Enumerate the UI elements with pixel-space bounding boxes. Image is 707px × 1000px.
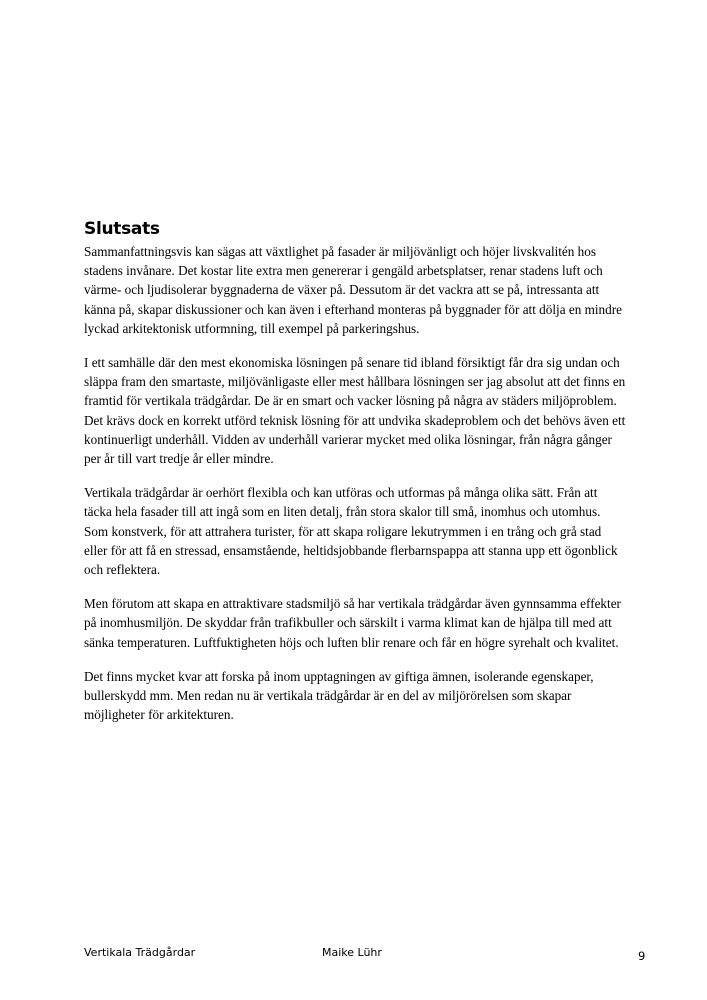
paragraph: [84, 667, 632, 725]
paragraph: [84, 242, 632, 338]
page-number: 9: [638, 949, 646, 963]
paragraph-line: Vertikala trädgårdar är oerhört flexibla och kan utföras och utformas på många olika sätt. Från att: [84, 485, 598, 501]
paragraph-line: Sammanfattningsvis kan sägas att växtlighet på fasader är miljövänligt och höjer livskvalitén hos: [84, 244, 596, 259]
document-body: [84, 218, 632, 739]
paragraph: [84, 483, 632, 579]
paragraph: [84, 353, 632, 468]
paragraph: [84, 594, 632, 652]
paragraph-line: lyckad arkitektonisk utformning, till exempel på parkeringshus.: [84, 320, 420, 336]
paragraph-line: bullerskydd mm. Men redan nu är vertikala trädgårdar är en del av miljörörelsen som skapar: [84, 688, 572, 704]
paragraph-container: [84, 242, 632, 724]
paragraph-line: eller för att få en stressad, ensamstående, heltidsjobbande flerbarnspappa att stanna upp ett ögonblick: [84, 542, 618, 558]
paragraph-line: per år till vart tredje år eller mindre.: [84, 451, 274, 467]
paragraph-line: Det krävs dock en korrekt utförd teknisk lösning för att undvika skadeproblem och det behövs även ett: [84, 412, 626, 428]
paragraph-line: Men förutom att skapa en attraktivare stadsmiljö så har vertikala trädgårdar även gynnsamma effekter: [84, 596, 621, 612]
paragraph-line: stadens invånare. Det kostar lite extra men genererar i gengäld arbetsplatser, renar stadens luft och: [84, 263, 603, 279]
paragraph-line: I ett samhälle där den mest ekonomiska lösningen på senare tid ibland försiktigt får dra sig undan och: [84, 355, 620, 371]
paragraph-line: framtid för vertikala trädgårdar. De är en smart och vacker lösning på några av städers miljöproblem.: [84, 393, 617, 409]
page-footer: [0, 946, 707, 966]
footer-author: Maike Lühr: [322, 946, 382, 959]
paragraph-line: känna på, skapar diskussioner och kan även i efterhand monteras på byggnader för att dölja en mindre: [84, 301, 622, 317]
paragraph-line: Som konstverk, för att attrahera turister, för att skapa roligare lekutrymmen i en trång och grå stad: [84, 523, 602, 539]
paragraph-line: möjligheter för arkitekturen.: [84, 707, 234, 723]
paragraph-line: släppa fram den smartaste, miljövänligaste eller mest hållbara lösningen ser jag absolut att det finns en: [84, 374, 626, 390]
paragraph-line: på inomhusmiljön. De skyddar från trafikbuller och särskilt i varma klimat kan de hjälpa till med att: [84, 615, 612, 631]
paragraph-line: sänka temperaturen. Luftfuktigheten höjs och luften blir renare och får en högre syrehalt och kvalitet.: [84, 634, 619, 650]
footer-title: Vertikala Trädgårdar: [84, 946, 196, 959]
section-heading: Slutsats: [84, 219, 160, 239]
paragraph-line: Det finns mycket kvar att forska på inom upptagningen av giftiga ämnen, isolerande egenskaper,: [84, 668, 594, 684]
paragraph-line: täcka hela fasader till att ingå som en liten detalj, från stora skalor till små, inomhus och utomhus.: [84, 504, 601, 520]
paragraph-line: och reflektera.: [84, 562, 161, 578]
paragraph-line: kontinuerligt underhåll. Vidden av underhåll varierar mycket med olika lösningar, från några gånger: [84, 431, 612, 447]
paragraph-line: värme- och ljudisolerar byggnaderna de växer på. Dessutom är det vackra att se på, intressanta att: [84, 282, 600, 298]
